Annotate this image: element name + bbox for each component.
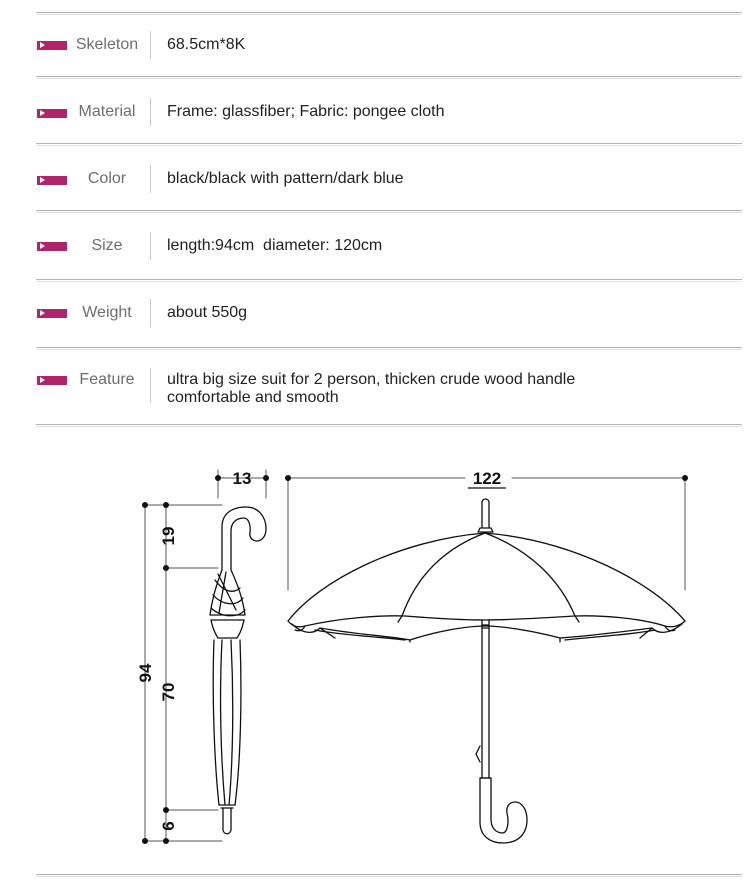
row-marker-icon <box>37 242 67 251</box>
spec-label-feature: Feature <box>79 371 135 388</box>
spec-value-size: length:94cm diameter: 120cm <box>167 237 383 254</box>
spec-value-color: black/black with pattern/dark blue <box>167 170 404 187</box>
open-umbrella-drawing <box>288 499 685 843</box>
divider <box>36 347 742 348</box>
dimension-label-total-length: 94 <box>136 663 155 683</box>
spec-label-skeleton: Skeleton <box>75 36 139 53</box>
folded-dimension-lines <box>145 470 266 841</box>
row-marker-icon <box>37 41 67 50</box>
dimension-label-tip-length: 6 <box>159 821 178 831</box>
spec-value-feature: ultra big size suit for 2 person, thicken crude wood handle comfortable and smooth <box>167 371 576 406</box>
divider <box>36 143 742 144</box>
divider-top <box>36 12 742 13</box>
row-separator <box>150 98 151 126</box>
divider <box>36 210 742 211</box>
spec-value-material: Frame: glassfiber; Fabric: pongee cloth <box>167 103 445 120</box>
row-marker-icon <box>37 176 67 185</box>
dimension-label-canopy-diameter: 122 <box>472 469 502 488</box>
dimension-label-handle-height: 19 <box>159 526 178 546</box>
spec-label-material: Material <box>78 103 136 120</box>
spec-label-weight: Weight <box>82 304 132 321</box>
row-separator <box>150 299 151 327</box>
row-separator <box>150 165 151 193</box>
folded-umbrella-drawing <box>210 507 266 834</box>
spec-label-color: Color <box>87 170 127 187</box>
spec-value-skeleton: 68.5cm*8K <box>167 36 246 53</box>
divider-bottom <box>36 874 742 875</box>
row-separator <box>150 232 151 260</box>
row-separator <box>150 31 151 59</box>
row-marker-icon <box>37 109 67 118</box>
dimension-label-folded-length: 70 <box>159 682 178 702</box>
dimension-label-handle-width: 13 <box>232 469 252 488</box>
divider <box>36 76 742 77</box>
divider <box>36 424 742 425</box>
spec-label-size: Size <box>91 237 123 254</box>
divider <box>36 279 742 280</box>
row-separator <box>150 368 151 402</box>
umbrella-dimension-diagram <box>0 440 750 887</box>
row-marker-icon <box>37 376 67 385</box>
row-marker-icon <box>37 309 67 318</box>
spec-value-weight: about 550g <box>167 304 248 321</box>
